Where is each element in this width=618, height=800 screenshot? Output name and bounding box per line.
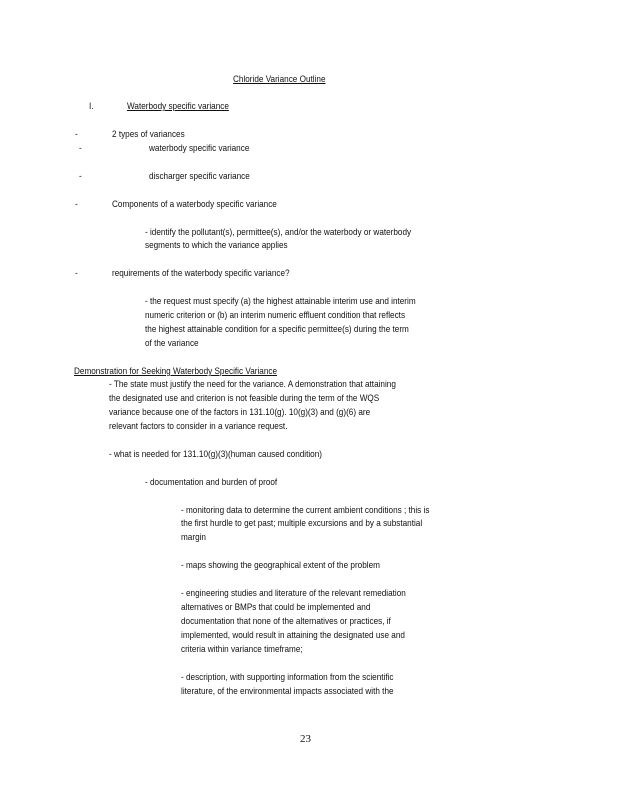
description-line: literature, of the environmental impacts associated with the — [181, 686, 394, 697]
what-is-needed-item: - what is needed for 131.10(g)(3)(human caused condition) — [109, 449, 322, 460]
type-discharger: discharger specific variance — [149, 171, 250, 182]
components-line: - identify the pollutant(s), permittee(s), and/or the waterbody or waterbody — [145, 227, 412, 238]
requirements-line: of the variance — [145, 338, 199, 349]
section-heading: Waterbody specific variance — [127, 101, 229, 112]
maps-item: - maps showing the geographical extent of the problem — [181, 560, 380, 571]
demonstration-paragraph-line: the designated use and criterion is not feasible during the term of the WQS — [109, 393, 380, 404]
components-line: segments to which the variance applies — [145, 240, 288, 251]
demonstration-paragraph-line: - The state must justify the need for the variance. A demonstration that attaining — [109, 379, 396, 390]
bullet-dash: - — [75, 129, 78, 140]
requirements-line: - the request must specify (a) the highest attainable interim use and interim — [145, 296, 416, 307]
types-item: 2 types of variances — [112, 129, 185, 140]
engineering-line: implemented, would result in attaining the designated use and — [181, 630, 405, 641]
document-title: Chloride Variance Outline — [233, 74, 326, 85]
section-numeral: I. — [89, 101, 94, 112]
requirements-line: the highest attainable condition for a specific permittee(s) during the term — [145, 324, 409, 335]
demonstration-paragraph-line: variance because one of the factors in 131.10(g). 10(g)(3) and (g)(6) are — [109, 407, 371, 418]
engineering-line: - engineering studies and literature of the relevant remediation — [181, 588, 406, 599]
requirements-item: requirements of the waterbody specific variance? — [112, 268, 290, 279]
demonstration-heading: Demonstration for Seeking Waterbody Specific Variance — [74, 366, 277, 377]
demonstration-paragraph-line: relevant factors to consider in a variance request. — [109, 421, 288, 432]
type-waterbody: waterbody specific variance — [149, 143, 250, 154]
monitoring-line: margin — [181, 532, 206, 543]
bullet-dash: - — [75, 268, 78, 279]
bullet-dash: - — [75, 199, 78, 210]
bullet-dash: - — [79, 143, 82, 154]
components-item: Components of a waterbody specific variance — [112, 199, 277, 210]
engineering-line: documentation that none of the alternatives or practices, if — [181, 616, 391, 627]
monitoring-line: - monitoring data to determine the current ambient conditions ; this is — [181, 505, 430, 516]
description-line: - description, with supporting information from the scientific — [181, 672, 394, 683]
bullet-dash: - — [79, 171, 82, 182]
page-number: 23 — [300, 733, 311, 745]
engineering-line: alternatives or BMPs that could be implemented and — [181, 602, 371, 613]
engineering-line: criteria within variance timeframe; — [181, 644, 303, 655]
monitoring-line: the first hurdle to get past; multiple excursions and by a substantial — [181, 518, 423, 529]
documentation-item: - documentation and burden of proof — [145, 477, 278, 488]
requirements-line: numeric criterion or (b) an interim numeric effluent condition that reflects — [145, 310, 406, 321]
